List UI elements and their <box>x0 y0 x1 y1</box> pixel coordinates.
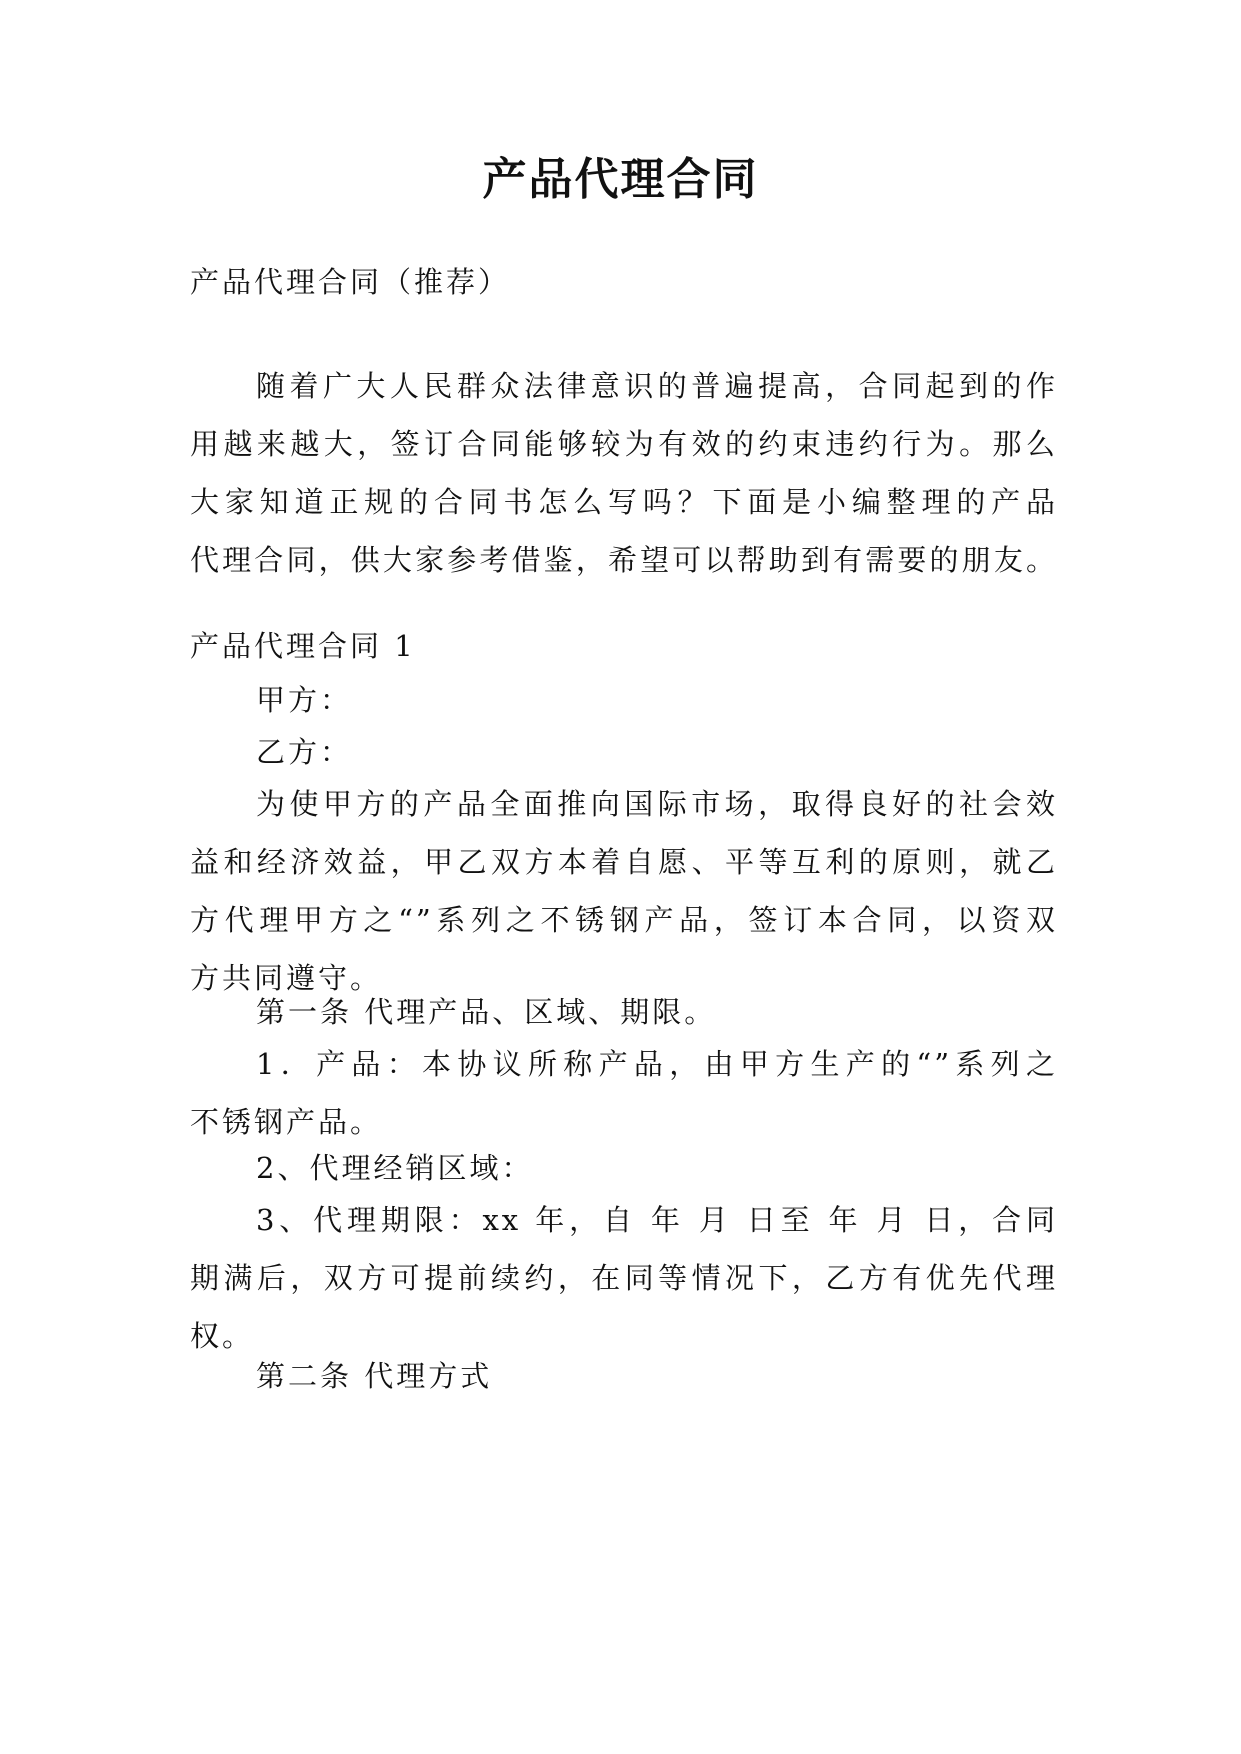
item-2-text: 2、代理经销区域： <box>256 1151 534 1185</box>
party-b-label: 乙方： <box>256 735 353 769</box>
purpose-paragraph <box>190 775 1058 1007</box>
purpose-line: 为使甲方的产品全面推向国际市场，取得良好的社会效 <box>256 787 1058 821</box>
document-subtitle: 产品代理合同（推荐） <box>190 265 511 299</box>
item-1-line: 1．产品：本协议所称产品，由甲方生产的“”系列之 <box>256 1047 1058 1081</box>
document-title: 产品代理合同 <box>482 154 759 205</box>
intro-line: 大家知道正规的合同书怎么写吗？下面是小编整理的产品 <box>190 485 1058 519</box>
item-3-paragraph <box>190 1191 1058 1365</box>
item-3-line: 期满后，双方可提前续约，在同等情况下，乙方有优先代理 <box>190 1261 1058 1295</box>
purpose-line: 益和经济效益，甲乙双方本着自愿、平等互利的原则，就乙 <box>190 845 1058 879</box>
item-3-line: 权。 <box>190 1319 255 1353</box>
party-a-label: 甲方： <box>256 683 353 717</box>
item-1-paragraph <box>190 1035 1058 1151</box>
intro-paragraph <box>190 357 1058 589</box>
purpose-line: 方代理甲方之“”系列之不锈钢产品，签订本合同，以资双 <box>190 903 1058 937</box>
purpose-line: 方共同遵守。 <box>190 961 383 995</box>
article-1-heading: 第一条 代理产品、区域、期限。 <box>256 995 717 1029</box>
item-1-line: 不锈钢产品。 <box>190 1105 383 1139</box>
intro-line: 代理合同，供大家参考借鉴，希望可以帮助到有需要的朋友。 <box>190 543 1058 577</box>
item-3-line: 3、代理期限：xx 年，自 年 月 日至 年 月 日，合同 <box>256 1203 1058 1237</box>
section-heading: 产品代理合同 1 <box>190 629 416 663</box>
article-2-heading: 第二条 代理方式 <box>256 1359 493 1393</box>
intro-line: 随着广大人民群众法律意识的普遍提高，合同起到的作 <box>256 369 1058 403</box>
intro-line: 用越来越大，签订合同能够较为有效的约束违约行为。那么 <box>190 427 1058 461</box>
